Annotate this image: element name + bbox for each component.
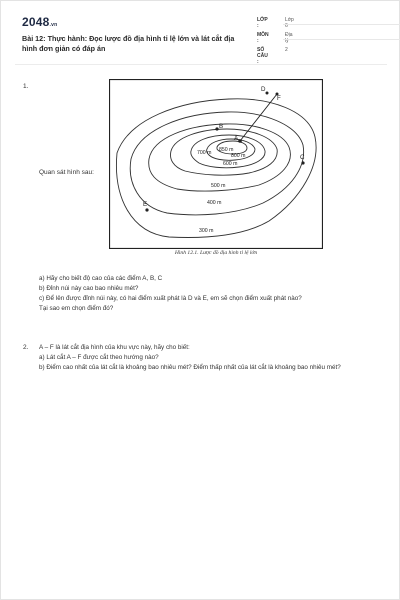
- question-1-number: 1.: [23, 83, 29, 90]
- question-1-items: [39, 274, 383, 314]
- point-f-label: F: [277, 95, 281, 102]
- question-1-item-a: a) Hãy cho biết độ cao của các điểm A, B, C: [39, 275, 163, 282]
- question-1-prompt: Quan sát hình sau:: [39, 169, 94, 176]
- contour-label-700: 700 m: [197, 150, 212, 156]
- contour-label-400: 400 m: [207, 200, 222, 206]
- question-2-intro: A – F là lát cắt địa hình của khu vực này, hãy cho biết:: [39, 344, 190, 351]
- header-divider: [15, 64, 387, 65]
- class-label: LỚP :: [257, 17, 268, 29]
- contour-label-800: 800 m: [231, 153, 246, 159]
- question-1-item-b: b) Đỉnh núi này cao bao nhiêu mét?: [39, 285, 139, 292]
- point-e-label: E: [143, 201, 148, 208]
- point-d-marker: [266, 92, 269, 95]
- contour-label-600: 600 m: [223, 161, 238, 167]
- point-b-label: B: [219, 123, 224, 130]
- class-value: Lớp 6: [285, 17, 294, 29]
- point-e-marker: [145, 208, 148, 211]
- figure-caption: Hình 12.1. Lược đồ địa hình tỉ lệ lớn: [174, 250, 258, 256]
- site-logo[interactable]: [22, 15, 57, 29]
- contour-label-850: 850 m: [219, 147, 234, 153]
- point-a-label: A: [234, 135, 239, 142]
- meta-divider: [283, 39, 400, 40]
- point-c-label: C: [300, 154, 305, 161]
- topographic-map: [109, 79, 323, 249]
- question-2-item-a: a) Lát cắt A – F được cắt theo hướng nào?: [39, 354, 159, 361]
- logo-main: 2048: [22, 15, 50, 29]
- subject-value: Địa lý: [285, 32, 293, 44]
- question-1-item-c-followup: Tại sao em chọn điểm đó?: [39, 305, 114, 312]
- question-2-block: [39, 343, 383, 373]
- subject-label: MÔN :: [257, 32, 269, 44]
- question-1-item-c: c) Để lên được đỉnh núi này, có hai điểm xuất phát là D và E, em sẽ chọn điểm xuất phát nào?: [39, 295, 302, 302]
- document-title: Bài 12: Thực hành: Đọc lược đồ địa hình tỉ lệ lớn và lát cắt địa hình đơn giản có đáp án: [22, 34, 235, 53]
- count-value: 2: [285, 47, 288, 53]
- count-label: SỐ CÂU :: [257, 47, 268, 65]
- meta-divider: [283, 24, 400, 25]
- question-2-number: 2.: [23, 344, 29, 351]
- contour-label-500: 500 m: [211, 183, 226, 189]
- question-2-item-b: b) Điểm cao nhất của lát cắt là khoảng bao nhiêu mét? Điểm thấp nhất của lát cắt là khoảng bao nhiêu mét?: [39, 364, 341, 371]
- map-frame: [110, 80, 323, 249]
- contour-label-300: 300 m: [199, 228, 214, 234]
- logo-suffix: .vn: [49, 22, 58, 28]
- point-c-marker: [301, 161, 304, 164]
- point-a-marker: [238, 139, 242, 143]
- point-d-label: D: [261, 86, 266, 93]
